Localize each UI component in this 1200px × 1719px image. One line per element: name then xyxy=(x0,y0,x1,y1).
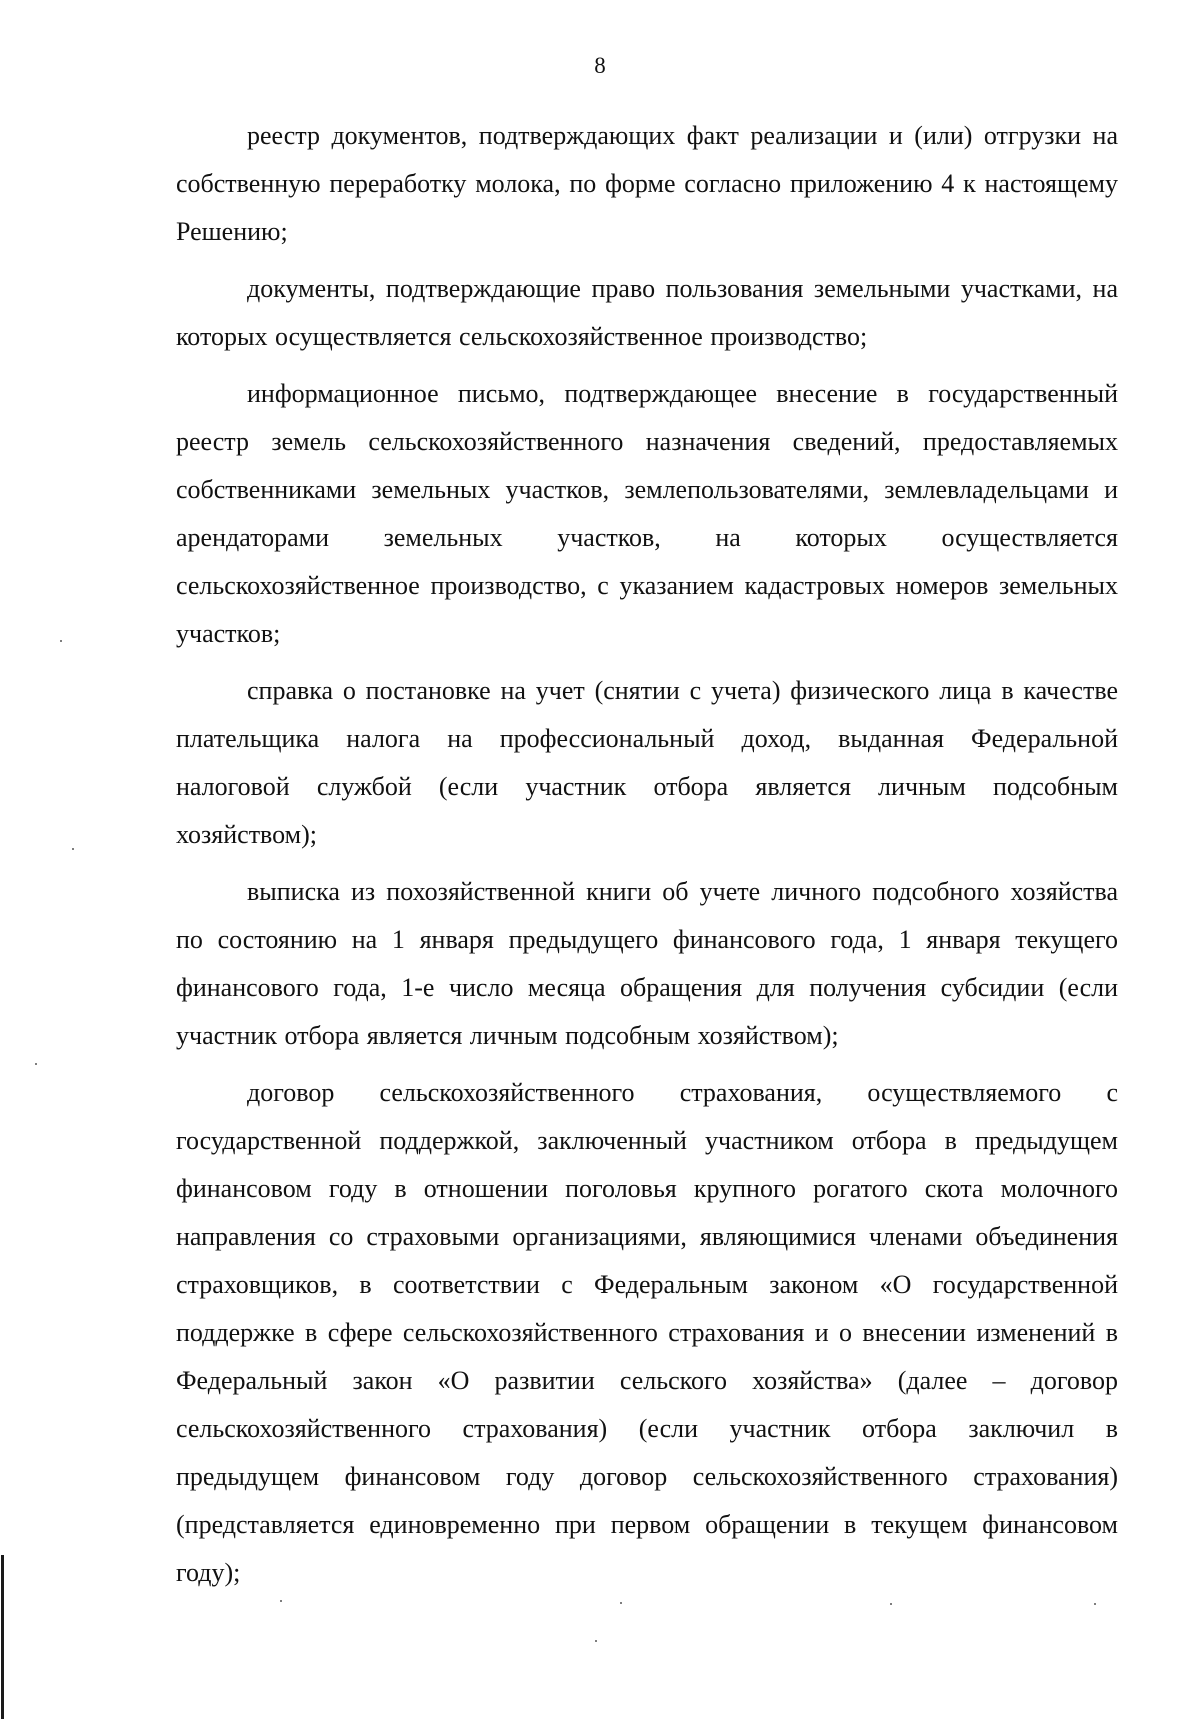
paragraph-registry-milk: реестр документов, подтверждающих факт реализации и (или) отгрузки на собственную переработку молока, по форме согласно приложению 4 к настоящему Решению; xyxy=(176,121,1118,246)
paragraph-info-letter: информационное письмо, подтверждающее внесение в государственный реестр земель сельскохозяйственного назначения сведений, предоставляемых собственниками земельных участков, землепользователями, землевладельцами и арендаторами земельных участков, на которых осуществляется сельскохозяйственное производство, с указанием кадастровых номеров земельных участков; xyxy=(176,379,1118,648)
paragraph-tax-registration: справка о постановке на учет (снятии с учета) физического лица в качестве плательщика налога на профессиональный доход, выданная Федеральной налоговой службой (если участник отбора является личным подсобным хозяйством); xyxy=(176,676,1118,849)
paragraph-household-book: выписка из похозяйственной книги об учете личного подсобного хозяйства по состоянию на 1 января предыдущего финансового года, 1 января текущего финансового года, 1-е число месяца обращения для получения субсидии (если участник отбора является личным подсобным хозяйством); xyxy=(176,877,1118,1050)
scan-speck xyxy=(1094,1603,1096,1605)
scan-edge-mark xyxy=(1,1555,4,1719)
scan-speck xyxy=(60,640,62,642)
page-number: 8 xyxy=(594,53,606,78)
scan-speck xyxy=(35,1063,37,1065)
scan-speck xyxy=(890,1603,892,1605)
paragraph-land-use-rights: документы, подтверждающие право пользования земельными участками, на которых осуществляется сельскохозяйственное производство; xyxy=(176,274,1118,351)
scan-speck xyxy=(72,848,74,850)
paragraph-insurance-contract: договор сельскохозяйственного страхования, осуществляемого с государственной поддержкой, заключенный участником отбора в предыдущем финансовом году в отношении поголовья крупного рогатого скота молочного направления со страховыми организациями, являющимися членами объединения страховщиков, в соответствии с Федеральным законом «О государственной поддержке в сфере сельскохозяйственного страхования и о внесении изменений в Федеральный закон «О развитии сельского хозяйства» (далее – договор сельскохозяйственного страхования) (если участник отбора заключил в предыдущем финансовом году договор сельскохозяйственного страхования) (представляется единовременно при первом обращении в текущем финансовом году); xyxy=(176,1078,1118,1587)
scan-speck xyxy=(595,1640,597,1642)
scan-speck xyxy=(620,1602,622,1604)
document-body xyxy=(176,112,1118,1606)
scan-speck xyxy=(280,1600,282,1602)
